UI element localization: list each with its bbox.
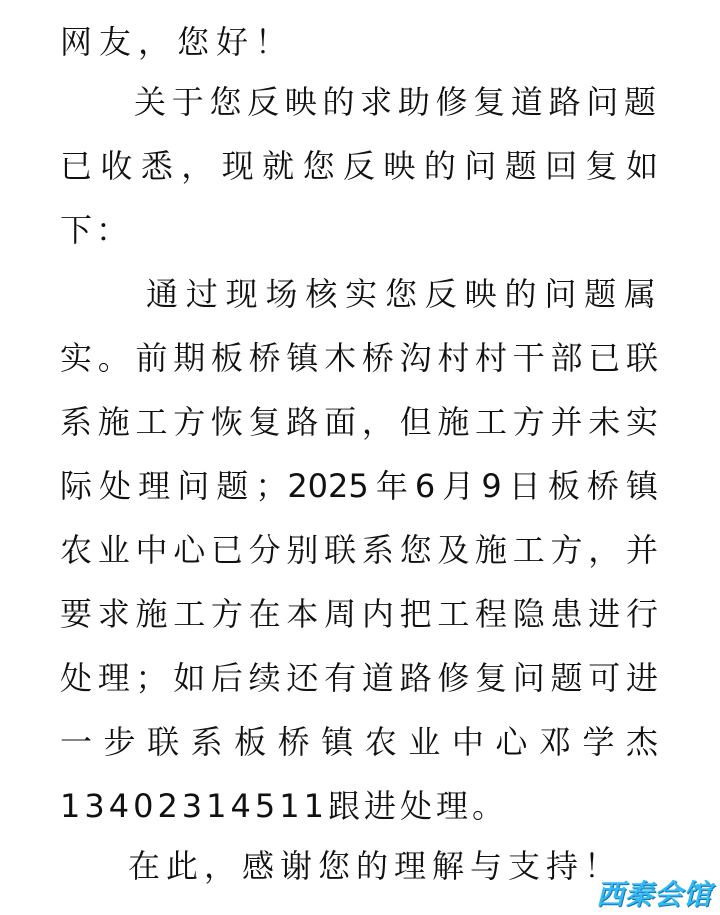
- closing-line: 在此，感谢您的理解与支持！: [128, 847, 623, 885]
- paragraph-2-line-1: 通过现场核实您反映的问题属: [146, 275, 656, 313]
- paragraph-2-line-4: 际处理问题；2025年6月9日板桥镇: [60, 467, 658, 505]
- greeting: 网友，您好！: [60, 23, 295, 61]
- paragraph-1-line-2: 已收悉，现就您反映的问题回复如: [60, 147, 658, 185]
- paragraph-2-line-6: 要求施工方在本周内把工程隐患进行: [60, 595, 658, 633]
- paragraph-2-line-8: 一步联系板桥镇农业中心邓学杰: [60, 723, 658, 761]
- watermark-logo: 西秦会馆: [595, 878, 712, 911]
- paragraph-2-line-7: 处理；如后续还有道路修复问题可进: [60, 659, 658, 697]
- paragraph-2-line-5: 农业中心已分别联系您及施工方，并: [60, 531, 658, 569]
- paragraph-1-line-3: 下：: [60, 211, 133, 249]
- paragraph-1-line-1: 关于您反映的求助修复道路问题: [134, 83, 656, 121]
- paragraph-2-line-3: 系施工方恢复路面，但施工方并未实: [60, 403, 658, 441]
- paragraph-2-line-2: 实。前期板桥镇木桥沟村村干部已联: [60, 339, 658, 377]
- paragraph-2-line-9: 13402314511跟进处理。: [60, 787, 508, 825]
